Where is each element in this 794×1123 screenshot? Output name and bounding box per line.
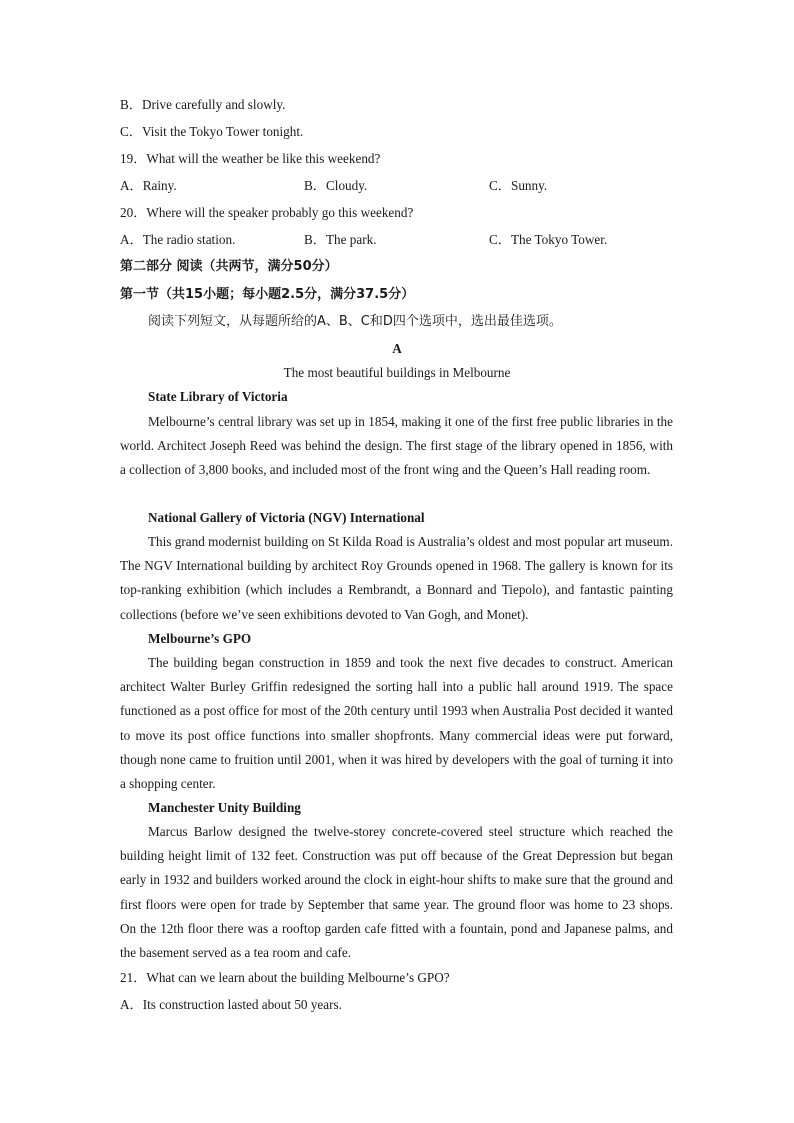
passage-title: The most beautiful buildings in Melbourne [283, 365, 511, 380]
part2-heading: 第二部分 阅读（共两节，满分50分） [120, 259, 338, 274]
q19-option-a: A．Rainy. [120, 178, 177, 193]
paragraph-state-library: Melbourne’s central library was set up in 1854, making it one of the first free public libraries in the world. Architect Joseph Reed was behind the design. The first stage of the library opened in 1856, with a collection of 3,800 books, and included most of the front wing and the Queen’s Hall reading room. [120, 414, 673, 478]
q21-option-a: A．Its construction lasted about 50 years. [120, 997, 342, 1012]
paragraph-manchester-unity: Marcus Barlow designed the twelve-storey concrete-covered steel structure which reached the building height limit of 132 feet. Construction was put off because of the Great Depression but began early in 1932 and builders worked around the clock in eight-hour shifts to make sure that the ground and first floors were open for trade by September that same year. The ground floor was home to 23 shops. On the 12th floor there was a rooftop garden cafe fitted with a fountain, pond and Japanese palms, and the basement served as a tea room and cafe. [120, 824, 673, 961]
q20-option-a: A．The radio station. [120, 232, 236, 247]
section-heading-ngv: National Gallery of Victoria (NGV) International [148, 510, 425, 525]
q21-stem: 21．What can we learn about the building Melbourne’s GPO? [120, 970, 450, 985]
q20-stem: 20．Where will the speaker probably go this weekend? [120, 205, 414, 220]
section-heading-state-library: State Library of Victoria [148, 389, 288, 404]
section-heading-manchester-unity: Manchester Unity Building [148, 800, 301, 815]
q19-option-b: B．Cloudy. [304, 178, 368, 193]
paragraph-ngv: This grand modernist building on St Kilda Road is Australia’s oldest and most popular art museum. The NGV International building by architect Roy Grounds opened in 1968. The gallery is known for its top-ranking exhibition (which includes a Rembrandt, a Bonnard and Tiepolo), and fantastic painting collections (before we’ve seen exhibitions devoted to Van Gogh, and Monet). [120, 534, 673, 622]
q20-option-b: B．The park. [304, 232, 377, 247]
section-heading-gpo: Melbourne’s GPO [148, 631, 252, 646]
section1-heading: 第一节（共15小题；每小题2.5分，满分37.5分） [120, 287, 415, 302]
q18-option-b: B．Drive carefully and slowly. [120, 97, 286, 112]
q19-stem: 19．What will the weather be like this weekend? [120, 151, 381, 166]
q18-option-c: C．Visit the Tokyo Tower tonight. [120, 124, 304, 139]
q20-option-c: C．The Tokyo Tower. [489, 232, 608, 247]
passage-letter: A [392, 341, 402, 356]
paragraph-gpo: The building began construction in 1859 and took the next five decades to construct. American architect Walter Burley Griffin redesigned the sorting hall into a public hall around 1919. The space functioned as a post office for most of the 20th century until 1993 when Australia Post decided it wanted to move its post office functions into smaller shopfronts. Many commercial ideas were put forward, though none came to fruition until 2001, when it was hired by developers with the goal of turning it into a shopping center. [120, 655, 673, 792]
reading-instruction: 阅读下列短文，从每题所给的A、B、C和D四个选项中，选出最佳选项。 [148, 314, 562, 329]
q19-option-c: C．Sunny. [489, 178, 548, 193]
